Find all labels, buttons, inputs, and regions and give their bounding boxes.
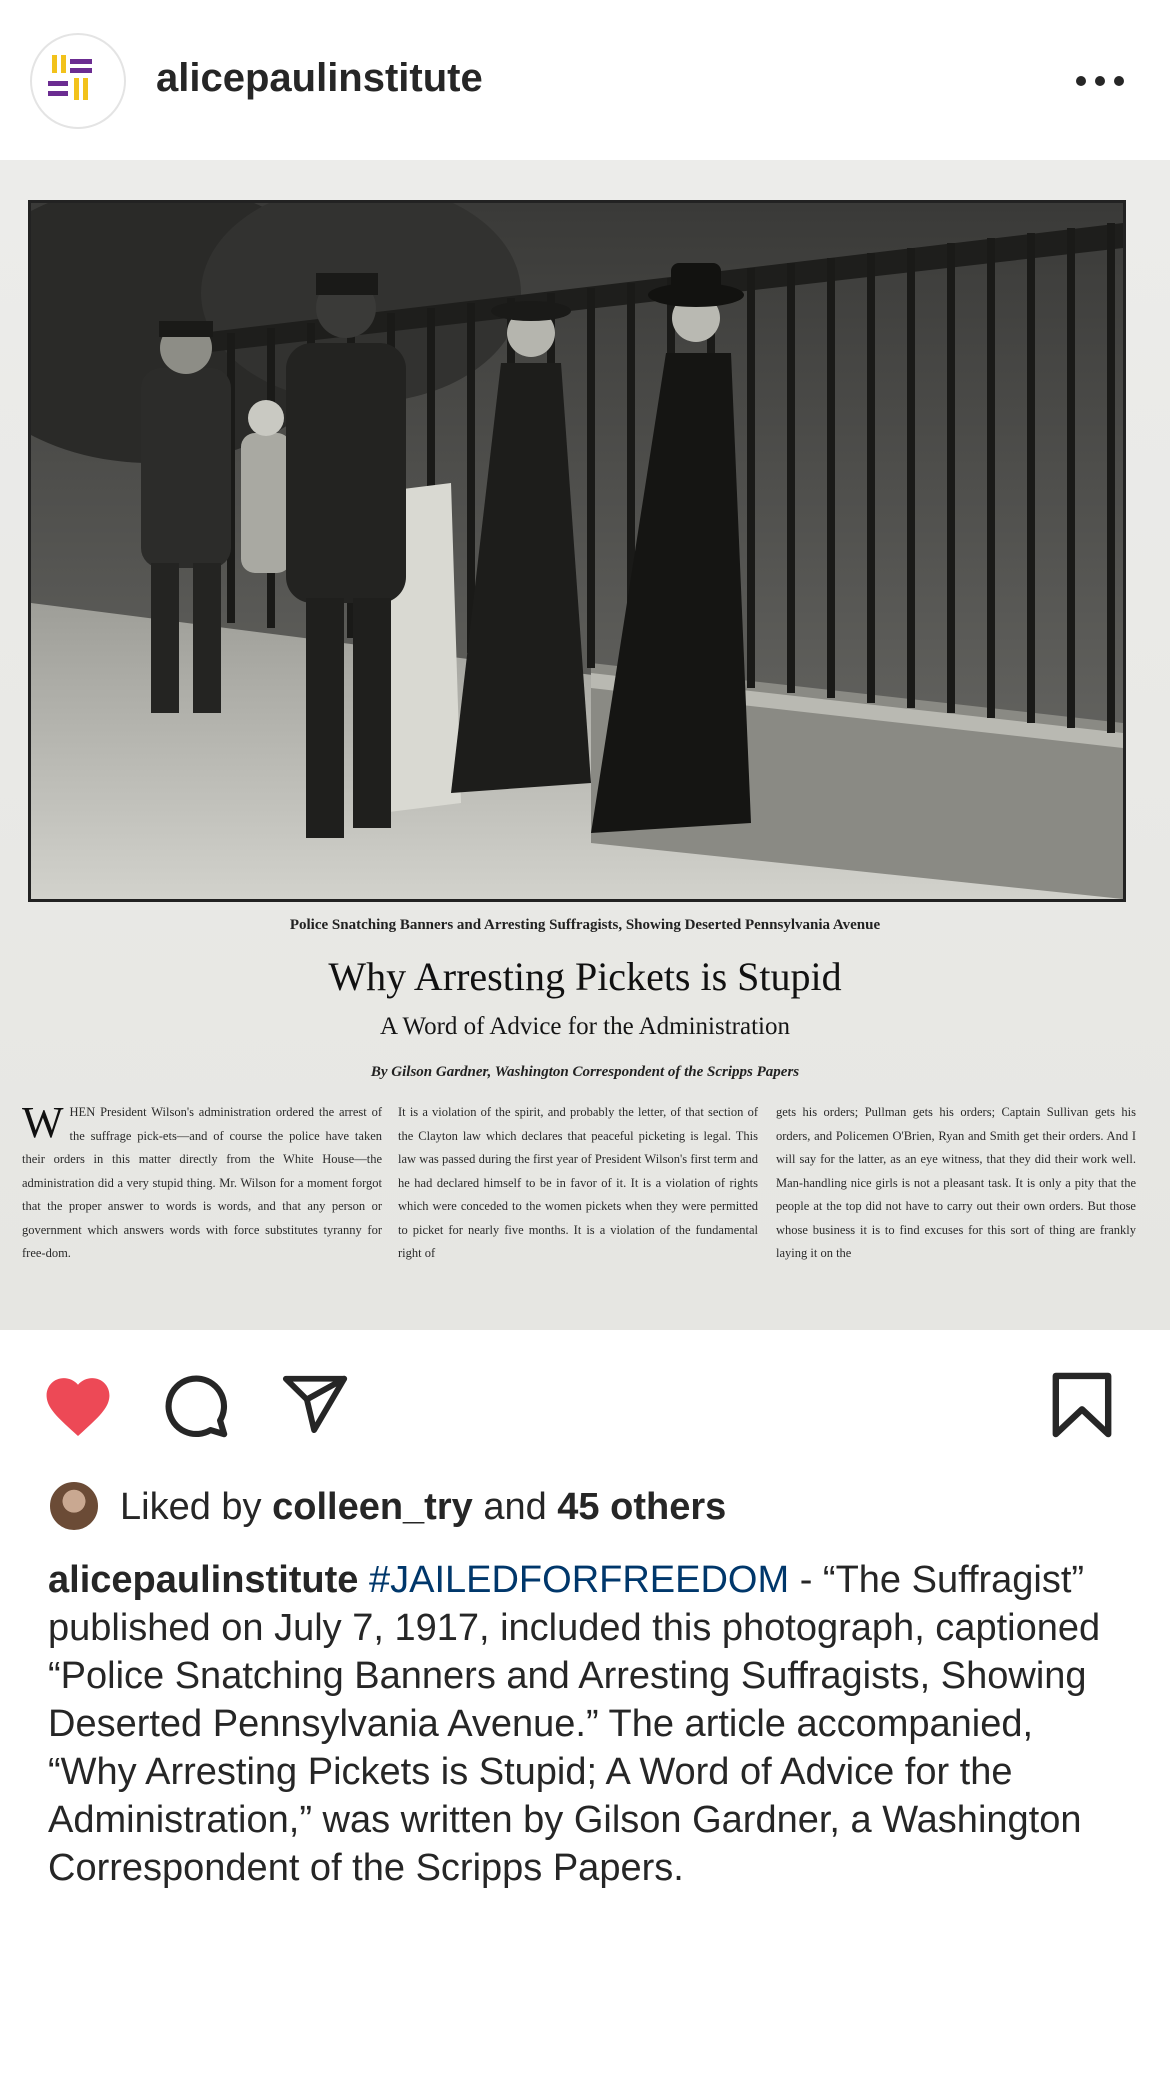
likes-prefix: Liked by: [120, 1486, 262, 1528]
action-bar: [0, 1330, 1170, 1480]
more-options-icon[interactable]: [1070, 62, 1130, 102]
alice-paul-institute-logo-icon: [32, 35, 124, 127]
caption-hashtag[interactable]: #JAILEDFORFREEDOM: [368, 1559, 790, 1601]
profile-avatar[interactable]: [30, 33, 126, 129]
article-byline: By Gilson Gardner, Washington Correspondent of the Scripps Papers: [370, 1064, 800, 1080]
post-header: [0, 0, 1170, 160]
likes-count[interactable]: 45 others: [557, 1486, 727, 1528]
likes-summary: [48, 1480, 1128, 1536]
liker-username[interactable]: colleen_try: [272, 1486, 473, 1528]
article-headline: Why Arresting Pickets is Stupid: [328, 954, 842, 999]
column-1-text: HEN President Wilson's administration ordered the arrest of the suffrage pick-ets—and of course the police have taken their orders in this matter directly from the White House—the administration did a very stupid thing. Mr. Wilson for a moment forgot that the proper answer to words is words, and that any person or government which answers words with force substitutes tyranny for free-dom.: [22, 1105, 382, 1260]
likes-connector: and: [483, 1486, 547, 1528]
post-image[interactable]: [0, 160, 1170, 1330]
caption-text: - “The Suffragist” published on July 7, 1917, included this photograph, captioned “Police Snatching Banners and Arresting Suffragists, Showing Deserted Pennsylvania Avenue.” The article accompanied, “Why Arresting Pickets is Stupid; A Word of Advice for the Administration,” was written by Gilson Gardner, a Washington Correspondent of the Scripps Papers.: [48, 1559, 1101, 1889]
article-column-1: [22, 1098, 382, 1266]
heart-filled-icon[interactable]: [40, 1370, 116, 1441]
likes-text[interactable]: [120, 1486, 726, 1529]
bookmark-icon[interactable]: [1050, 1370, 1114, 1445]
post-username[interactable]: alicepaulinstitute: [156, 56, 483, 100]
drop-cap: W: [22, 1098, 64, 1147]
post-caption: [48, 1556, 1128, 1892]
caption-username[interactable]: alicepaulinstitute: [48, 1559, 359, 1601]
newspaper-page: [0, 160, 1170, 1330]
archival-photograph: [28, 200, 1126, 902]
comment-icon[interactable]: [160, 1370, 230, 1445]
article-subheadline: A Word of Advice for the Administration: [380, 1013, 790, 1040]
article-column-2: It is a violation of the spirit, and probably the letter, of that section of the Clayton law which declares that peaceful picketing is legal. This law was passed during the first year of President Wilson's first term and he had declared himself to be in favor of it. It is a violation of rights which were conceded to the women pickets when they were permitted to picket for nearly five months. It is a violation of the fundamental right of: [398, 1105, 758, 1260]
photo-caption: Police Snatching Banners and Arresting Suffragists, Showing Deserted Pennsylvania Avenue: [289, 917, 881, 933]
share-icon[interactable]: [280, 1370, 350, 1445]
liker-avatar[interactable]: [48, 1480, 100, 1532]
article-column-3: gets his orders; Pullman gets his orders; Captain Sullivan gets his orders, and Policemen O'Brien, Ryan and Smith get their orders. And I will say for the latter, as an eye witness, that they did their work well. Man-handling nice girls is not a pleasant task. It is only a pity that the people at the top did not have to carry out their own orders. But those whose business it is to find excuses for this sort of thing are frankly laying it on the: [776, 1105, 1136, 1260]
